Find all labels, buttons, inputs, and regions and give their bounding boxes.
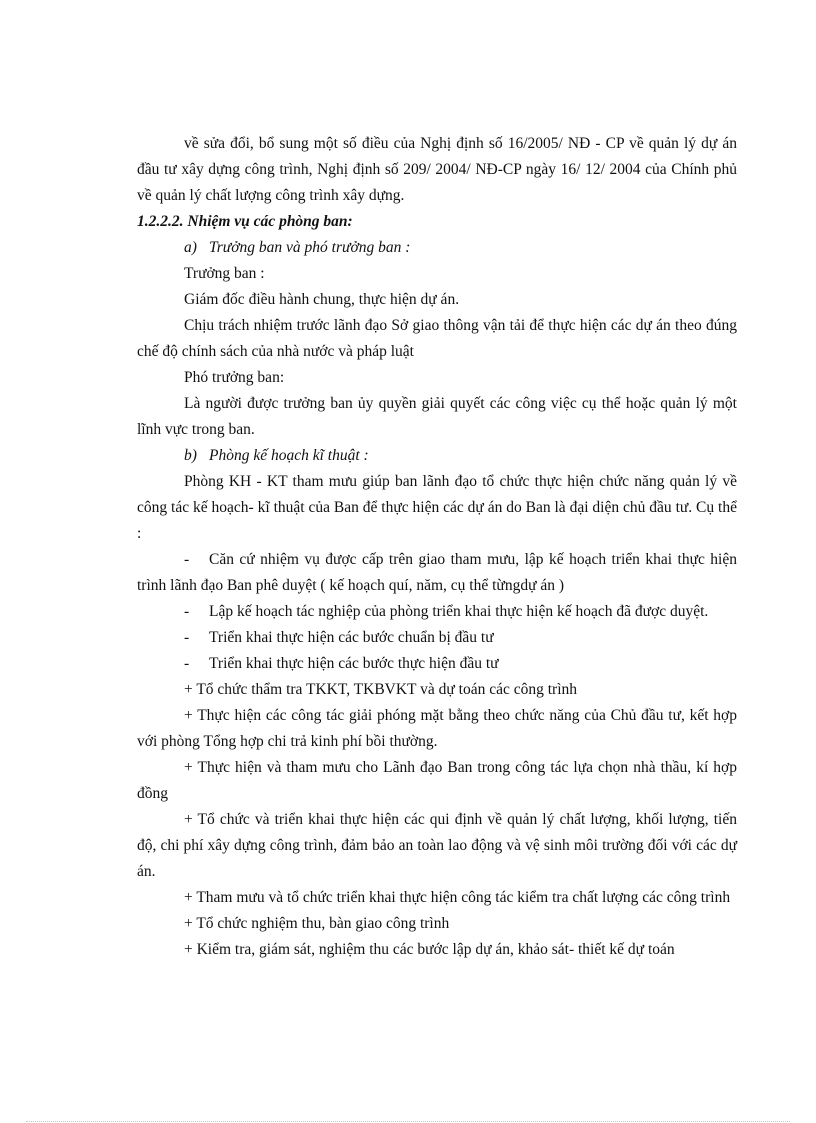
dash-marker: - <box>184 551 190 568</box>
dash-item-1 <box>137 547 737 599</box>
dash-item-text: Căn cứ nhiệm vụ được cấp trên giao tham mưu, lập kế hoạch triển khai thực hiện trình lãnh đạo Ban phê duyệt ( kế hoạch quí, năm, cụ thể từngdự án ) <box>137 551 737 594</box>
plus-item-2: + Thực hiện các công tác giải phóng mặt bằng theo chức năng của Chủ đầu tư, kết hợp với phòng Tổng hợp chi trả kinh phí bồi thường. <box>137 707 737 750</box>
phong-kh-intro: Phòng KH - KT tham mưu giúp ban lãnh đạo tổ chức thực hiện chức năng quản lý về công tác kế hoạch- kĩ thuật của Ban để thực hiện các dự án do Ban là đại diện chủ đầu tư. Cụ thể : <box>137 473 737 542</box>
subheading-a-marker: a) <box>184 239 197 256</box>
dash-item-2 <box>137 599 737 625</box>
subheading-a <box>137 235 737 261</box>
dash-item-text: Triển khai thực hiện các bước chuẩn bị đầu tư <box>209 629 494 646</box>
dash-item-text: Triển khai thực hiện các bước thực hiện đầu tư <box>209 655 499 672</box>
truong-ban-duty-2: Chịu trách nhiệm trước lãnh đạo Sở giao thông vận tải để thực hiện các dự án theo đúng chế độ chính sách của nhà nước và pháp luật <box>137 317 737 360</box>
plus-item-3: + Thực hiện và tham mưu cho Lãnh đạo Ban trong công tác lựa chọn nhà thầu, kí hợp đồng <box>137 759 737 802</box>
dash-item-text: Lập kế hoạch tác nghiệp của phòng triển khai thực hiện kế hoạch đã được duyệt. <box>209 603 709 620</box>
section-heading: 1.2.2.2. Nhiệm vụ các phòng ban: <box>137 213 353 230</box>
truong-ban-duty-1: Giám đốc điều hành chung, thực hiện dự án. <box>184 291 460 308</box>
dash-item-3 <box>137 625 737 651</box>
dash-marker: - <box>184 629 190 646</box>
paragraph-decree-reference: về sửa đổi, bổ sung một số điều của Nghị định số 16/2005/ NĐ - CP về quản lý dự án đầu tư xây dựng công trình, Nghị định số 209/ 2004/ NĐ-CP ngày 16/ 12/ 2004 của Chính phủ về quản lý chất lượng công trình xây dựng. <box>137 135 737 204</box>
dash-marker: - <box>184 603 190 620</box>
page-bottom-divider <box>26 1121 790 1122</box>
truong-ban-label: Trưởng ban : <box>184 265 265 282</box>
subheading-b-text: Phòng kế hoạch kĩ thuật : <box>209 447 369 464</box>
plus-item-6: + Tổ chức nghiệm thu, bàn giao công trình <box>184 915 450 932</box>
subheading-a-text: Trưởng ban và phó trưởng ban : <box>209 239 411 256</box>
plus-item-7: + Kiểm tra, giám sát, nghiệm thu các bước lập dự án, khảo sát- thiết kế dự toán <box>184 941 675 958</box>
plus-item-5: + Tham mưu và tổ chức triển khai thực hiện công tác kiểm tra chất lượng các công trình <box>184 889 731 906</box>
pho-truong-ban-label: Phó trưởng ban: <box>184 369 285 386</box>
pho-truong-ban-duty-1: Là người được trưởng ban ủy quyền giải quyết các công việc cụ thể hoặc quản lý một lĩnh vực trong ban. <box>137 395 737 438</box>
subheading-b <box>137 443 737 469</box>
dash-item-4 <box>137 651 737 677</box>
dash-marker: - <box>184 655 190 672</box>
plus-item-1: + Tổ chức thẩm tra TKKT, TKBVKT và dự toán các công trình <box>184 681 578 698</box>
document-body <box>137 131 737 963</box>
subheading-b-marker: b) <box>184 447 197 464</box>
plus-item-4: + Tổ chức và triển khai thực hiện các qui định về quản lý chất lượng, khối lượng, tiến độ, chi phí xây dựng công trình, đảm bảo an toàn lao động và vệ sinh môi trường đối với các dự án. <box>137 811 737 880</box>
